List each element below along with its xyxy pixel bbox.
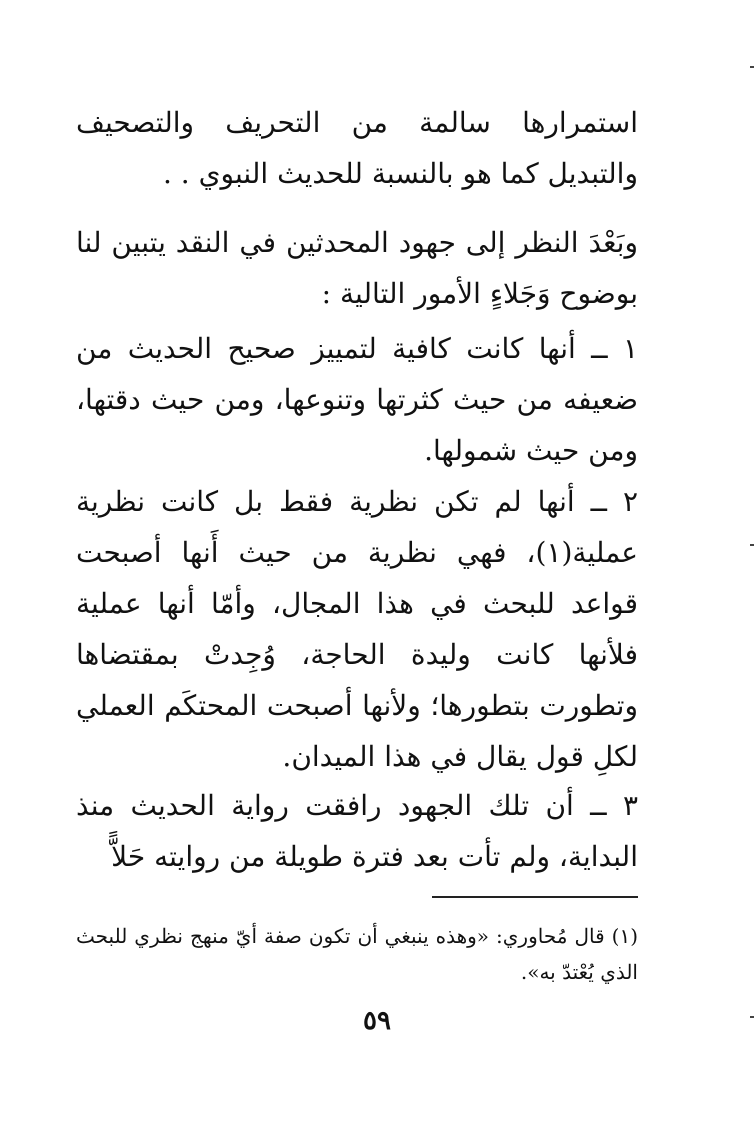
paragraph-1 [76, 97, 638, 199]
page-number: ٥٩ [363, 1006, 391, 1036]
paragraph-5-text: ٣ ــ أن تلك الجهود رافقت رواية الحديث منذ البداية، ولم تأت بعد فترة طويلة من روايته حَلاًّ [76, 789, 638, 873]
paragraph-5 [76, 780, 638, 882]
paragraph-3 [76, 323, 638, 476]
paragraph-2-text: وبَعْدَ النظر إلى جهود المحدثين في النقد يتبين لنا بوضوح وَجَلاءٍ الأمور التالية : [76, 226, 638, 310]
paragraph-1-text: استمرارها سالمة من التحريف والتصحيف والتبديل كما هو بالنسبة للحديث النبوي . . [76, 106, 638, 190]
footnote-text: (١) قال مُحاوري: «وهذه ينبغي أن تكون صفة أيّ منهج نظري للبحث الذي يُعْتدّ به». [76, 924, 638, 984]
footnote [76, 918, 638, 990]
edge-mark [750, 1016, 754, 1018]
edge-mark [750, 66, 754, 68]
paragraph-3-text: ١ ــ أنها كانت كافية لتمييز صحيح الحديث من ضعيفه من حيث كثرتها وتنوعها، ومن حيث دقتها، ومن حيث شمولها. [76, 332, 638, 467]
edge-mark [750, 544, 754, 546]
footnote-separator [432, 896, 638, 898]
paragraph-2 [76, 217, 638, 319]
paragraph-4 [76, 476, 638, 782]
paragraph-4-text: ٢ ــ أنها لم تكن نظرية فقط بل كانت نظرية عملية(١)، فهي نظرية من حيث أَنها أصبحت قواعد للبحث في هذا المجال، وأمّا أنها عملية فلأنها كانت وليدة الحاجة، وُجِدتْ بمقتضاها وتطورت بتطورها؛ ولأنها أصبحت المحتكَم العملي لكلِ قول يقال في هذا الميدان. [76, 485, 638, 773]
